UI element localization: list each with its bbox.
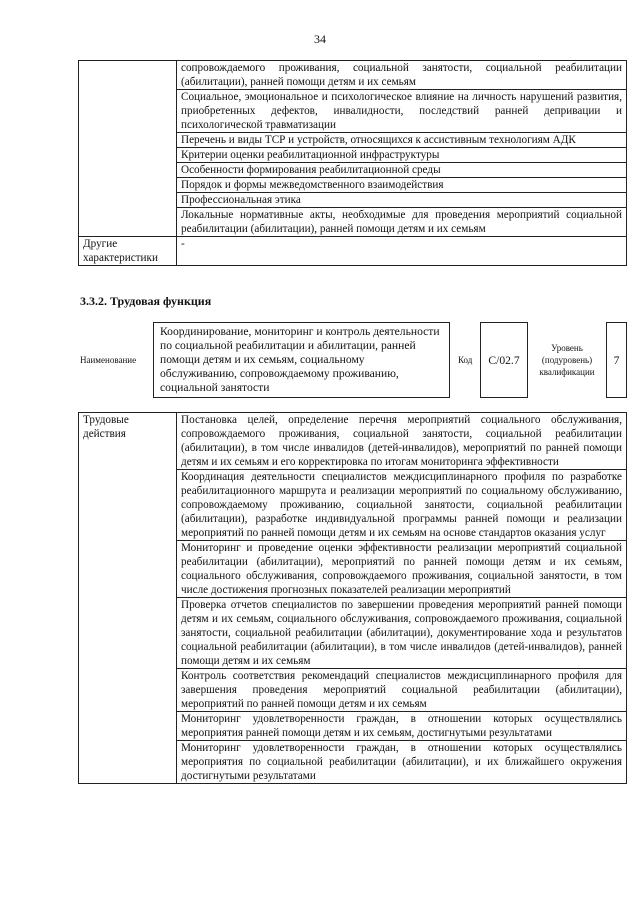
name-label: Наименование	[80, 355, 137, 365]
actions-table	[78, 412, 627, 784]
code-value: C/02.7	[480, 322, 528, 398]
row-label	[79, 61, 177, 237]
knowledge-item: Критерии оценки реабилитационной инфраструктуры	[177, 148, 627, 163]
action-item: Проверка отчетов специалистов по завершении проведения мероприятий ранней помощи детям и их семьям, социального обслуживания, сопровождаемого проживания, социальной занятости, социальной реабилитации (абилитации), документирование хода и результатов социальной реабилитации (абилитации), в том числе инвалидов (детей-инвалидов), ранней помощи детям и их семьям	[177, 598, 627, 669]
knowledge-table	[78, 60, 627, 266]
action-item: Мониторинг и проведение оценки эффективности реализации мероприятий социальной реабилитации (абилитации), мероприятий по ранней помощи детям и их семьям, социального обслуживания, сопровождаемого проживания, социальной занятости, в том числе достижения прогнозных показателей реализации мероприятий	[177, 541, 627, 598]
action-item: Мониторинг удовлетворенности граждан, в отношении которых осуществлялись мероприятия по социальной реабилитации (абилитации), и их ближайшего окружения достигнутыми результатами	[177, 741, 627, 784]
actions-label: Трудовые действия	[79, 413, 177, 784]
section-title: 3.3.2. Трудовая функция	[80, 294, 212, 308]
table-row	[79, 61, 627, 90]
function-name: Координирование, мониторинг и контроль деятельности по социальной реабилитации и абилитации, ранней помощи детям и их семьям, социальному обслуживанию, сопровождаемому проживанию, социальной занятости	[153, 322, 450, 398]
knowledge-item: Профессиональная этика	[177, 193, 627, 208]
level-value: 7	[606, 322, 627, 398]
knowledge-item: Порядок и формы межведомственного взаимодействия	[177, 178, 627, 193]
knowledge-item: Особенности формирования реабилитационной среды	[177, 163, 627, 178]
page-number: 34	[314, 32, 326, 46]
level-label: Уровень (подуровень) квалификации	[539, 343, 595, 377]
other-characteristics-value: -	[177, 237, 627, 266]
table-row	[79, 413, 627, 470]
action-item: Контроль соответствия рекомендаций специалистов междисциплинарного профиля для завершения проведения мероприятий социальной реабилитации (абилитации), мероприятий по ранней помощи детям и их семьям	[177, 669, 627, 712]
table-row	[79, 237, 627, 266]
action-item: Мониторинг удовлетворенности граждан, в отношении которых осуществлялись мероприятия ранней помощи детям и их семьям, достигнутыми результатами	[177, 712, 627, 741]
knowledge-item: Локальные нормативные акты, необходимые для проведения мероприятий социальной реабилитации (абилитации), ранней помощи детям и их семьям	[177, 208, 627, 237]
knowledge-item: сопровождаемого проживания, социальной занятости, социальной реабилитации (абилитации), ранней помощи детям и их семьям	[177, 61, 627, 90]
action-item: Координация деятельности специалистов междисциплинарного профиля по разработке реабилитационного маршрута и реализации мероприятий по социальному обслуживанию, сопровождаемому проживанию, социальной занятости, социальной реабилитации (абилитации), разработке индивидуальной программы ранней помощи и реализации мероприятий по ранней помощи детям и их семьям на основе стандартов оказания услуг	[177, 470, 627, 541]
other-characteristics-label: Другие характеристики	[79, 237, 177, 266]
knowledge-item: Социальное, эмоциональное и психологическое влияние на личность нарушений развития, приобретенных дефектов, инвалидности, последствий ранней депривации и психологической травматизации	[177, 90, 627, 133]
knowledge-item: Перечень и виды ТСР и устройств, относящихся к ассистивным технологиям АДК	[177, 133, 627, 148]
action-item: Постановка целей, определение перечня мероприятий социального обслуживания, сопровождаемого проживания, социальной занятости, социальной реабилитации (абилитации), в том числе инвалидов (детей-инвалидов), мероприятий по ранней помощи детям и их семьям и его корректировка по итогам мониторинга эффективности	[177, 413, 627, 470]
code-label: Код	[458, 355, 473, 365]
